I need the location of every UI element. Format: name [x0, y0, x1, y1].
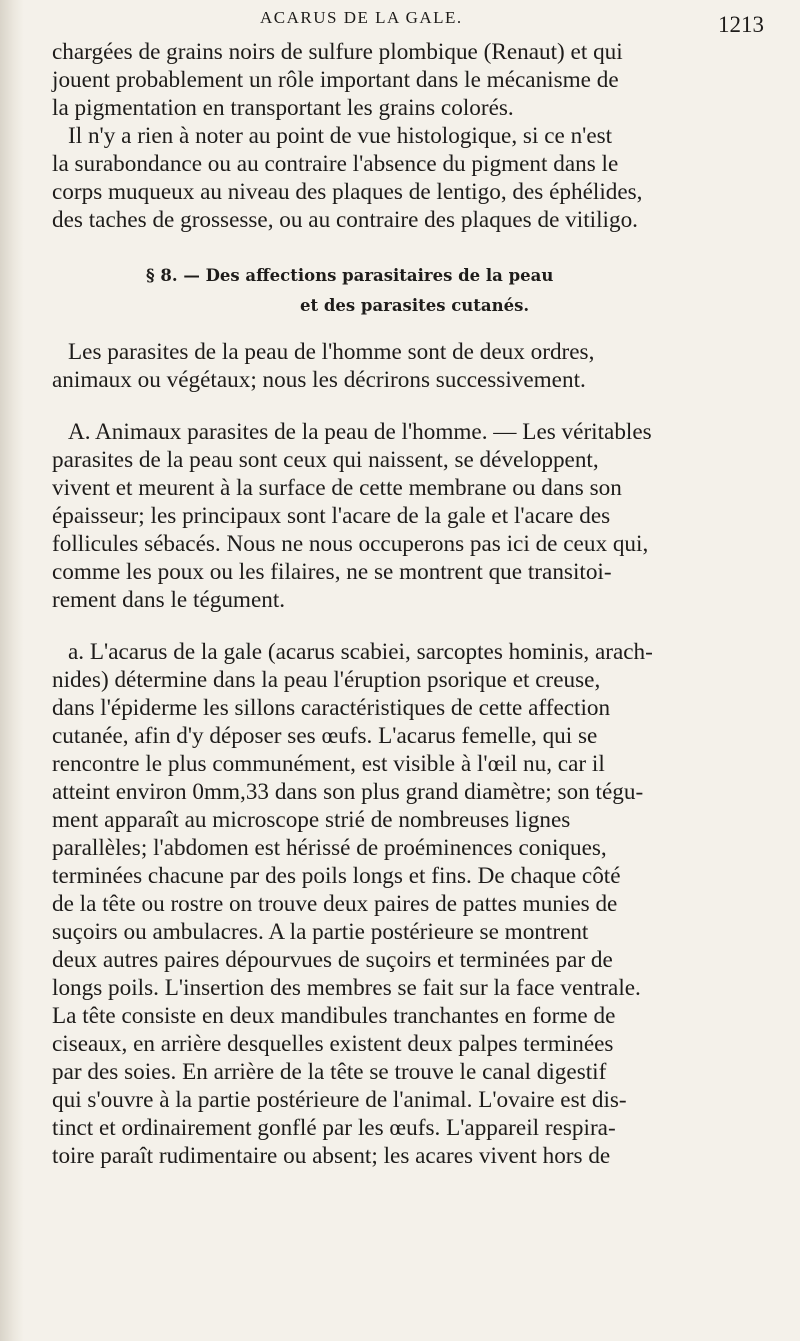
text-line: suçoirs ou ambulacres. A la partie postérieure se montrent [52, 919, 589, 945]
text-line: atteint environ 0mm,33 dans son plus grand diamètre; son tégu- [52, 779, 644, 805]
text-line: épaisseur; les principaux sont l'acare de la gale et l'acare des [52, 503, 611, 529]
text-line: terminées chacune par des poils longs et fins. De chaque côté [52, 863, 621, 889]
section-heading: § 8. — Des affections parasitaires de la peau [146, 266, 554, 285]
text-line: animaux ou végétaux; nous les décrirons successivement. [52, 367, 586, 393]
text-line: nides) détermine dans la peau l'éruption psorique et creuse, [52, 667, 601, 693]
text-line: parasites de la peau sont ceux qui naissent, se développent, [52, 447, 599, 473]
text-line: parallèles; l'abdomen est hérissé de proéminences coniques, [52, 835, 607, 861]
text-line: jouent probablement un rôle important dans le mécanisme de [52, 67, 619, 93]
subsection-intro-line: A. Animaux parasites de la peau de l'homme. — Les véritables [68, 419, 652, 445]
text-line: follicules sébacés. Nous ne nous occuperons pas ici de ceux qui, [52, 531, 649, 557]
text-line: longs poils. L'insertion des membres se fait sur la face ventrale. [52, 975, 641, 1001]
text-line: Les parasites de la peau de l'homme sont de deux ordres, [68, 339, 595, 365]
page-gutter-shadow [0, 0, 24, 1341]
text-line: dans l'épiderme les sillons caractéristiques de cette affection [52, 695, 611, 721]
text-line: la pigmentation en transportant les grains colorés. [52, 95, 514, 121]
text-line: par des soies. En arrière de la tête se trouve le canal digestif [52, 1059, 607, 1085]
text-line: ciseaux, en arrière desquelles existent deux palpes terminées [52, 1031, 614, 1057]
text-line: la surabondance ou au contraire l'absence du pigment dans le [52, 151, 619, 177]
page-number: 1213 [718, 12, 764, 37]
text-line: comme les poux ou les filaires, ne se montrent que transitoi- [52, 559, 612, 585]
text-line: Il n'y a rien à noter au point de vue histologique, si ce n'est [68, 123, 613, 149]
text-line: tinct et ordinairement gonflé par les œufs. L'appareil respira- [52, 1115, 616, 1141]
text-line: rencontre le plus communément, est visible à l'œil nu, car il [52, 751, 605, 777]
text-line: qui s'ouvre à la partie postérieure de l'animal. L'ovaire est dis- [52, 1087, 627, 1113]
text-line: ment apparaît au microscope strié de nombreuses lignes [52, 807, 571, 833]
text-line: vivent et meurent à la surface de cette membrane ou dans son [52, 475, 622, 501]
text-line: a. L'acarus de la gale (acarus scabiei, sarcoptes hominis, arach- [68, 639, 653, 665]
text-line: de la tête ou rostre on trouve deux paires de pattes munies de [52, 891, 618, 917]
page-header [0, 8, 800, 38]
text-line: rement dans le tégument. [52, 587, 286, 613]
text-line: corps muqueux au niveau des plaques de lentigo, des éphélides, [52, 179, 643, 205]
text-line: toire paraît rudimentaire ou absent; les acares vivent hors de [52, 1143, 611, 1169]
text-line: des taches de grossesse, ou au contraire des plaques de vitiligo. [52, 207, 638, 233]
text-line: deux autres paires dépourvues de suçoirs et terminées par de [52, 947, 613, 973]
running-title: ACARUS DE LA GALE. [260, 8, 463, 27]
text-line: cutanée, afin d'y déposer ses œufs. L'acarus femelle, qui se [52, 723, 598, 749]
text-line: La tête consiste en deux mandibules tranchantes en forme de [52, 1003, 616, 1029]
section-subheading: et des parasites cutanés. [300, 296, 530, 315]
text-line: chargées de grains noirs de sulfure plombique (Renaut) et qui [52, 39, 623, 65]
